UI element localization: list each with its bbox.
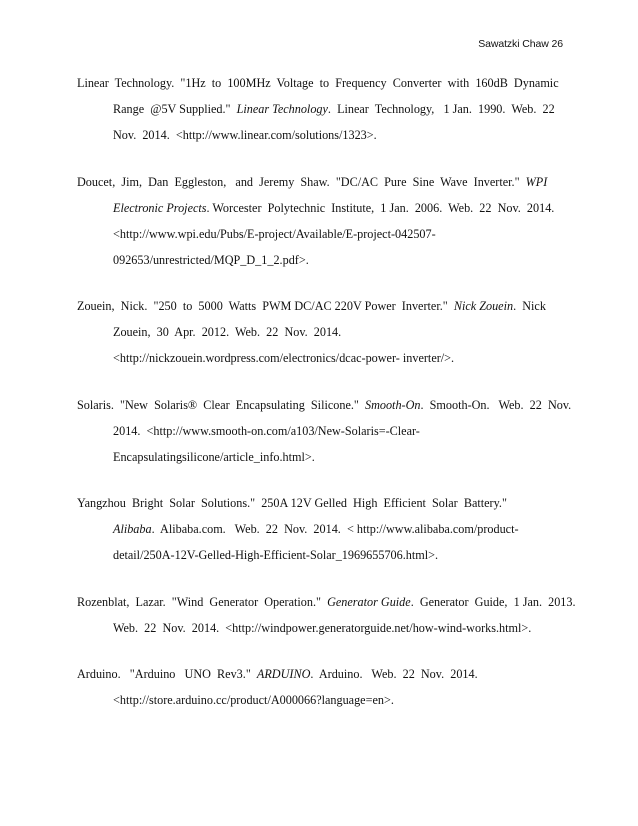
reference-line <box>77 542 567 568</box>
reference-title-italic: Linear Technology <box>236 102 328 116</box>
reference-text: detail/250A-12V-Gelled-High-Efficient-Solar_1969655706.html>. <box>113 548 439 562</box>
reference-text: . Arduino. Web. 22 Nov. 2014. <box>310 667 478 681</box>
reference-entry <box>77 661 567 713</box>
reference-line <box>77 345 567 371</box>
reference-text: 092653/unrestricted/MQP_D_1_2.pdf>. <box>113 252 309 267</box>
running-head: Sawatzki Chaw 26 <box>478 38 563 50</box>
reference-text: 2014. <http://www.smooth-on.com/a103/New-Solaris=-Clear- <box>113 423 420 438</box>
reference-line <box>77 615 567 641</box>
reference-title-italic: Smooth-On <box>364 397 421 412</box>
reference-text: Web. 22 Nov. 2014. <http://windpower.generatorguide.net/how-wind-works.html>. <box>113 620 532 635</box>
reference-entry <box>77 490 567 568</box>
works-cited-list <box>77 70 576 734</box>
reference-line <box>77 589 576 615</box>
reference-line <box>77 122 567 148</box>
reference-line <box>77 444 567 470</box>
reference-entry <box>77 392 572 470</box>
reference-text: Arduino. "Arduino UNO Rev3." <box>77 667 257 681</box>
reference-title-italic: Electronic Projects <box>113 200 207 215</box>
reference-text: . Alibaba.com. Web. 22 Nov. 2014. < http://www.alibaba.com/product- <box>151 522 519 536</box>
reference-text: Rozenblat, Lazar. "Wind Generator Operation." <box>77 594 328 609</box>
reference-text: Encapsulatingsilicone/article_info.html>. <box>113 449 315 464</box>
reference-line <box>77 490 567 516</box>
reference-line <box>77 319 567 345</box>
reference-line <box>77 221 567 247</box>
reference-line <box>77 169 567 195</box>
reference-text: <http://www.wpi.edu/Pubs/E-project/Available/E-project-042507- <box>113 226 436 241</box>
reference-line <box>77 96 567 122</box>
reference-text: Zouein, 30 Apr. 2012. Web. 22 Nov. 2014. <box>113 325 342 339</box>
reference-line <box>77 70 567 96</box>
reference-line <box>77 687 567 713</box>
reference-text: . Nick <box>513 299 546 313</box>
reference-text: . Smooth-On. Web. 22 Nov. <box>420 397 572 412</box>
reference-title-italic: ARDUINO <box>256 667 311 681</box>
reference-entry <box>77 70 567 148</box>
reference-text: . Worcester Polytechnic Institute, 1 Jan. 2006. Web. 22 Nov. 2014. <box>206 200 555 215</box>
reference-text: . Linear Technology, 1 Jan. 1990. Web. 22 <box>327 102 555 116</box>
reference-text: Nov. 2014. <http://www.linear.com/solutions/1323>. <box>113 128 377 142</box>
reference-title-italic: Generator Guide <box>327 594 411 609</box>
reference-line <box>77 661 567 687</box>
reference-entry <box>77 293 567 371</box>
reference-line <box>77 418 567 444</box>
reference-text: Zouein, Nick. "250 to 5000 Watts PWM DC/AC 220V Power Inverter." <box>77 299 454 313</box>
reference-text: Range @5V Supplied." <box>113 102 237 116</box>
reference-text: Solaris. "New Solaris® Clear Encapsulating Silicone." <box>77 397 365 412</box>
reference-text: Yangzhou Bright Solar Solutions." 250A 12V Gelled High Efficient Solar Battery." <box>77 496 507 510</box>
reference-text: <http://store.arduino.cc/product/A000066?language=en>. <box>113 693 394 707</box>
reference-line <box>77 516 567 542</box>
reference-line <box>77 293 567 319</box>
reference-line <box>77 392 572 418</box>
reference-entry <box>77 169 567 273</box>
reference-text: Doucet, Jim, Dan Eggleston, and Jeremy Shaw. "DC/AC Pure Sine Wave Inverter." <box>77 174 526 189</box>
reference-text: . Generator Guide, 1 Jan. 2013. <box>410 594 576 609</box>
reference-text: <http://nickzouein.wordpress.com/electronics/dcac-power- inverter/>. <box>113 351 455 365</box>
reference-line <box>77 247 567 273</box>
reference-text: Linear Technology. "1Hz to 100MHz Voltage to Frequency Converter with 160dB Dynamic <box>77 76 559 90</box>
reference-title-italic: Alibaba <box>113 522 152 536</box>
reference-title-italic: Nick Zouein <box>453 299 514 313</box>
reference-entry <box>77 589 576 641</box>
reference-title-italic: WPI <box>525 174 548 189</box>
reference-line <box>77 195 567 221</box>
